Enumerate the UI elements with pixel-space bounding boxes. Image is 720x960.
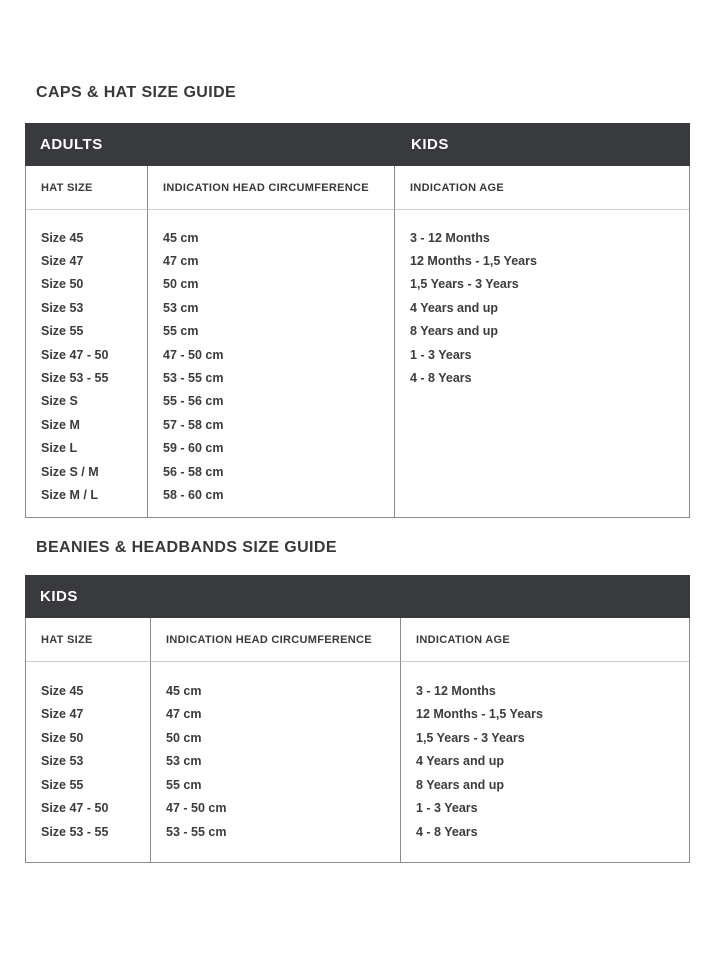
- age-cell: 4 Years and up: [410, 300, 499, 315]
- hat-size-cell: Size 47: [41, 254, 84, 269]
- circumference-column-header: INDICATION HEAD CIRCUMFERENCE: [151, 618, 401, 662]
- age-cell: 12 Months - 1,5 Years: [410, 254, 537, 269]
- hat-size-cell: Size 55: [41, 777, 84, 792]
- caps-hat-section: [0, 84, 720, 518]
- hat-size-cell: Size 55: [41, 324, 84, 339]
- age-cell: 4 - 8 Years: [416, 824, 478, 839]
- circumference-cell: 50 cm: [163, 277, 199, 292]
- hat-size-cell: Size 50: [41, 277, 84, 292]
- hat-size-cell: Size 53: [41, 300, 84, 315]
- circumference-cell: 53 - 55 cm: [163, 371, 224, 386]
- table-rows: [26, 662, 689, 862]
- age-cell: 12 Months - 1,5 Years: [416, 707, 543, 722]
- circumference-cell: 47 cm: [166, 707, 202, 722]
- age-cell: 4 - 8 Years: [410, 371, 472, 386]
- column-header-row: [26, 166, 689, 210]
- beanies-headbands-section: [0, 539, 720, 863]
- circumference-cell: 55 cm: [166, 777, 202, 792]
- circumference-cell: 57 - 58 cm: [163, 417, 224, 432]
- age-cell: 1,5 Years - 3 Years: [416, 730, 525, 745]
- circumference-column-header: INDICATION HEAD CIRCUMFERENCE: [148, 166, 395, 210]
- adults-band-label: ADULTS: [40, 136, 103, 153]
- circumference-cell: 53 - 55 cm: [166, 824, 227, 839]
- circumference-cell: 56 - 58 cm: [163, 464, 224, 479]
- kids-band-label: KIDS: [40, 588, 78, 605]
- hat-size-cell: Size 50: [41, 730, 84, 745]
- caps-hat-table: [25, 123, 690, 518]
- age-cell: 8 Years and up: [410, 324, 499, 339]
- age-column-header: INDICATION AGE: [401, 618, 689, 662]
- hat-size-cell: Size 47: [41, 707, 84, 722]
- circumference-cell: 58 - 60 cm: [163, 487, 224, 502]
- hat-size-cell: Size 53: [41, 754, 84, 769]
- age-cell: 1 - 3 Years: [416, 801, 478, 816]
- circumference-column: [148, 210, 395, 517]
- circumference-cell: 47 cm: [163, 254, 199, 269]
- hat-size-cell: Size M / L: [41, 487, 98, 502]
- age-cell: [395, 390, 689, 413]
- hat-size-cell: Size 45: [41, 683, 84, 698]
- circumference-cell: 55 cm: [163, 324, 199, 339]
- circumference-column: [151, 662, 401, 862]
- kids-band-label: KIDS: [411, 136, 449, 153]
- caps-hat-table-header-band: [25, 123, 690, 166]
- column-header-row: [26, 618, 689, 662]
- circumference-cell: 45 cm: [166, 683, 202, 698]
- circumference-cell: 53 cm: [166, 754, 202, 769]
- hat-size-cell: Size L: [41, 441, 78, 456]
- beanies-table-body: [25, 618, 690, 863]
- hat-size-cell: Size 47 - 50: [41, 801, 109, 816]
- hat-size-column: [26, 662, 151, 862]
- age-column-header: INDICATION AGE: [395, 166, 689, 210]
- circumference-cell: 59 - 60 cm: [163, 441, 224, 456]
- hat-size-cell: Size 47 - 50: [41, 347, 109, 362]
- caps-hat-heading: CAPS & HAT SIZE GUIDE: [36, 84, 237, 101]
- beanies-table-header-band: [25, 575, 690, 618]
- hat-size-cell: Size 53 - 55: [41, 824, 109, 839]
- age-cell: 3 - 12 Months: [416, 683, 496, 698]
- age-cell: [395, 460, 689, 483]
- age-cell: 1,5 Years - 3 Years: [410, 277, 519, 292]
- circumference-cell: 47 - 50 cm: [163, 347, 224, 362]
- size-guide-page: [0, 84, 720, 863]
- hat-size-cell: Size S: [41, 394, 78, 409]
- circumference-cell: 53 cm: [163, 300, 199, 315]
- circumference-cell: 47 - 50 cm: [166, 801, 227, 816]
- age-cell: [395, 483, 689, 506]
- age-cell: 1 - 3 Years: [410, 347, 472, 362]
- age-cell: [395, 413, 689, 436]
- age-cell: 3 - 12 Months: [410, 230, 490, 245]
- age-cell: 8 Years and up: [416, 777, 505, 792]
- hat-size-cell: Size 53 - 55: [41, 371, 109, 386]
- circumference-cell: 50 cm: [166, 730, 202, 745]
- circumference-cell: 55 - 56 cm: [163, 394, 224, 409]
- age-column: [395, 210, 689, 517]
- hat-size-cell: Size 45: [41, 230, 84, 245]
- age-column: [401, 662, 689, 862]
- hat-size-cell: Size M: [41, 417, 80, 432]
- caps-hat-table-body: [25, 166, 690, 518]
- hat-size-cell: Size S / M: [41, 464, 99, 479]
- beanies-headbands-table: [25, 575, 690, 863]
- circumference-cell: 45 cm: [163, 230, 199, 245]
- table-rows: [26, 210, 689, 517]
- age-cell: 4 Years and up: [416, 754, 505, 769]
- hat-size-column-header: HAT SIZE: [26, 618, 151, 662]
- hat-size-column-header: HAT SIZE: [26, 166, 148, 210]
- beanies-headbands-heading: BEANIES & HEADBANDS SIZE GUIDE: [36, 539, 337, 556]
- hat-size-column: [26, 210, 148, 517]
- age-cell: [395, 437, 689, 460]
